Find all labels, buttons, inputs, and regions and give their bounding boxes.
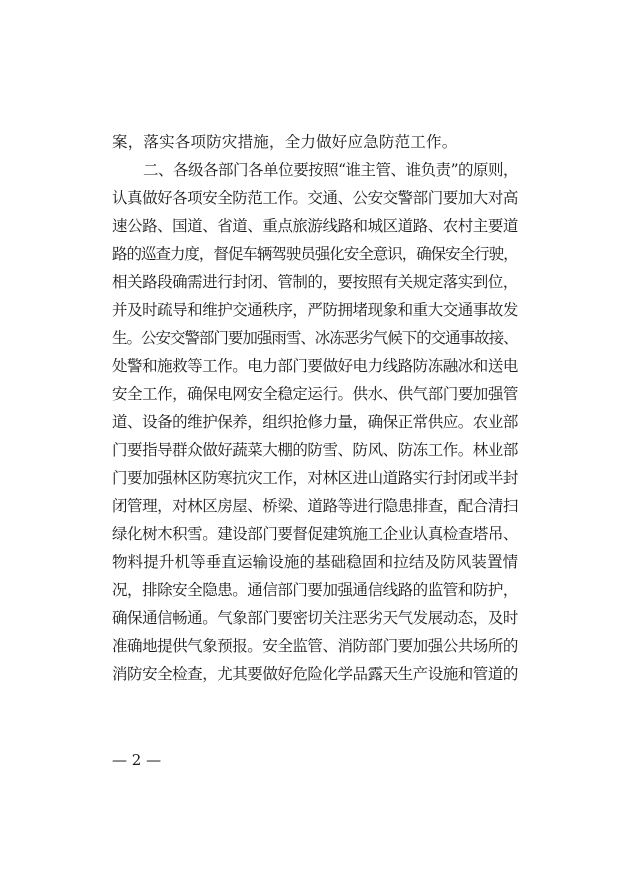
text-line: 绿化树木积雪。建设部门要督促建筑施工企业认真检查塔吊、 [112, 525, 518, 543]
text-line: 安全工作，确保电网安全稳定运行。供水、供气部门要加强管 [112, 385, 518, 403]
text-line: 认真做好各项安全防范工作。交通、公安交警部门要加大对高 [112, 189, 518, 207]
text-line: 道、设备的维护保养，组织抢修力量，确保正常供应。农业部 [112, 413, 518, 431]
text-line: 门要指导群众做好蔬菜大棚的防雪、防风、防冻工作。林业部 [112, 441, 518, 459]
text-line: 闭管理，对林区房屋、桥梁、道路等进行隐患排查，配合清扫 [112, 497, 518, 515]
text-line: 确保通信畅通。气象部门要密切关注恶劣天气发展动态，及时 [112, 609, 518, 627]
text-line: 处警和施救等工作。电力部门要做好电力线路防冻融冰和送电 [112, 357, 518, 375]
text-line: 消防安全检查，尤其要做好危险化学品露天生产设施和管道的 [112, 665, 518, 683]
text-line: 准确地提供气象预报。安全监管、消防部门要加强公共场所的 [112, 637, 518, 655]
text-line: 并及时疏导和维护交通秩序，严防拥堵现象和重大交通事故发 [112, 301, 518, 319]
text-line: 二、各级各部门各单位要按照“谁主管、谁负责”的原则， [143, 161, 519, 179]
text-line: 况，排除安全隐患。通信部门要加强通信线路的监管和防护， [112, 581, 518, 599]
text-line: 生。公安交警部门要加强雨雪、冰冻恶劣气候下的交通事故接、 [112, 329, 518, 347]
text-line: 物料提升机等垂直运输设施的基础稳固和拉结及防风装置情 [112, 553, 519, 571]
text-line: 相关路段确需进行封闭、管制的，要按照有关规定落实到位， [112, 273, 518, 291]
text-line: 路的巡查力度，督促车辆驾驶员强化安全意识，确保安全行驶， [112, 245, 518, 263]
text-line: 门要加强林区防寒抗灾工作，对林区进山道路实行封闭或半封 [112, 469, 518, 487]
page-number: — 2 — [112, 751, 162, 769]
text-line: 速公路、国道、省道、重点旅游线路和城区道路、农村主要道 [112, 217, 518, 235]
body-text [112, 128, 518, 688]
text-line: 案，落实各项防灾措施，全力做好应急防范工作。 [112, 133, 458, 151]
